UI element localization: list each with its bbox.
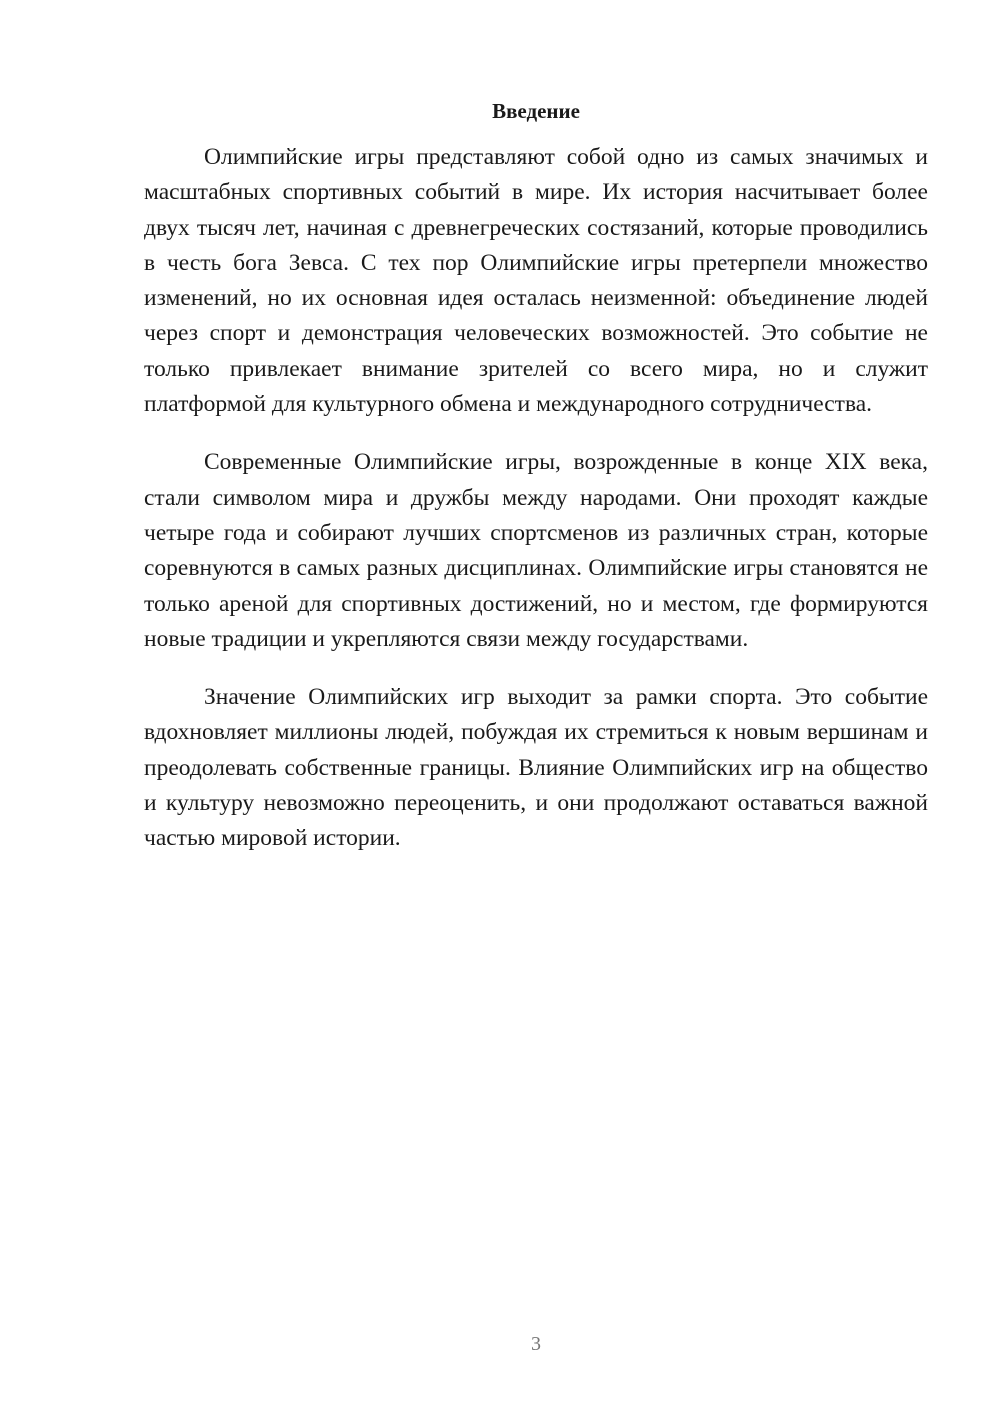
body-text (144, 140, 928, 880)
section-heading: Введение (492, 99, 580, 123)
paragraph: Олимпийские игры представляют собой одно из самых значимых и масштабных спортивных событий в мире. Их история насчитывает более двух тысяч лет, начиная с древнегреческих состязаний, которые проводились в честь бога Зевса. С тех пор Олимпийские игры претерпели множество изменений, но их основная идея осталась неизменной: объединение людей через спорт и демонстрация человеческих возможностей. Это событие не только привлекает внимание зрителей со всего мира, но и служит платформой для культурного обмена и международного сотрудничества. (144, 144, 928, 418)
page-number: 3 (531, 1333, 541, 1355)
paragraph: Значение Олимпийских игр выходит за рамки спорта. Это событие вдохновляет миллионы людей, побуждая их стремиться к новым вершинам и преодолевать собственные границы. Влияние Олимпийских игр на общество и культуру невозможно переоценить, и они продолжают оставаться важной частью мировой истории. (144, 684, 928, 852)
paragraph: Современные Олимпийские игры, возрожденные в конце XIX века, стали символом мира и дружбы между народами. Они проходят каждые четыре года и собирают лучших спортсменов из различных стран, которые соревнуются в самых разных дисциплинах. Олимпийские игры становятся не только ареной для спортивных достижений, но и местом, где формируются новые традиции и укрепляются связи между государствами. (144, 449, 928, 652)
